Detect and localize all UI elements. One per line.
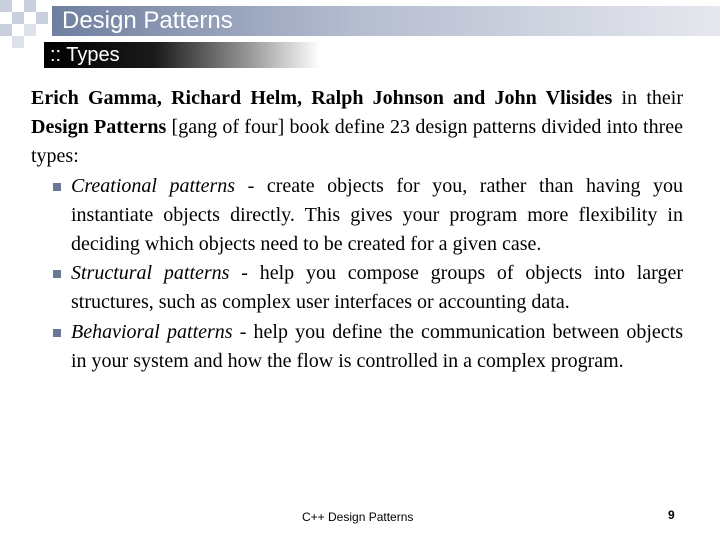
decorative-squares — [0, 0, 60, 48]
bullet-text: - create objects for you, rather than having you instantiate objects directly. This gives your program more flexibility in deciding which objects need to be created for a given case. — [71, 174, 684, 256]
slide-subtitle: :: Types — [50, 44, 120, 66]
bullet-text: - help you compose groups of objects into larger structures, such as complex user interfaces or accounting data. — [71, 262, 684, 314]
intro-in-their: in their — [612, 87, 683, 109]
list-item-creational — [31, 172, 683, 260]
bullet-term: Structural patterns — [71, 262, 230, 285]
page-number: 9 — [668, 508, 675, 522]
authors-text: Erich Gamma, Richard Helm, Ralph Johnson and John Vlisides — [31, 87, 613, 109]
bullet-term: Behavioral patterns — [71, 320, 233, 343]
bullet-text: - help you define the communication between objects in your system and how the flow is controlled in a complex program. — [71, 320, 683, 372]
slide-body — [31, 84, 683, 376]
list-item-behavioral — [31, 318, 683, 376]
pattern-types-list — [31, 172, 683, 376]
bullet-term: Creational patterns — [71, 174, 236, 197]
footer-text: C++ Design Patterns — [302, 510, 414, 524]
slide-footer — [0, 508, 720, 528]
slide-title: Design Patterns — [62, 7, 233, 34]
bullet-square-icon — [53, 329, 61, 337]
bullet-square-icon — [53, 270, 61, 278]
bullet-square-icon — [53, 183, 61, 191]
intro-rest: [gang of four] book define 23 design patterns divided into three types: — [31, 116, 684, 168]
intro-paragraph — [31, 84, 683, 172]
list-item-structural — [31, 259, 683, 317]
book-name: Design Patterns — [31, 116, 167, 139]
